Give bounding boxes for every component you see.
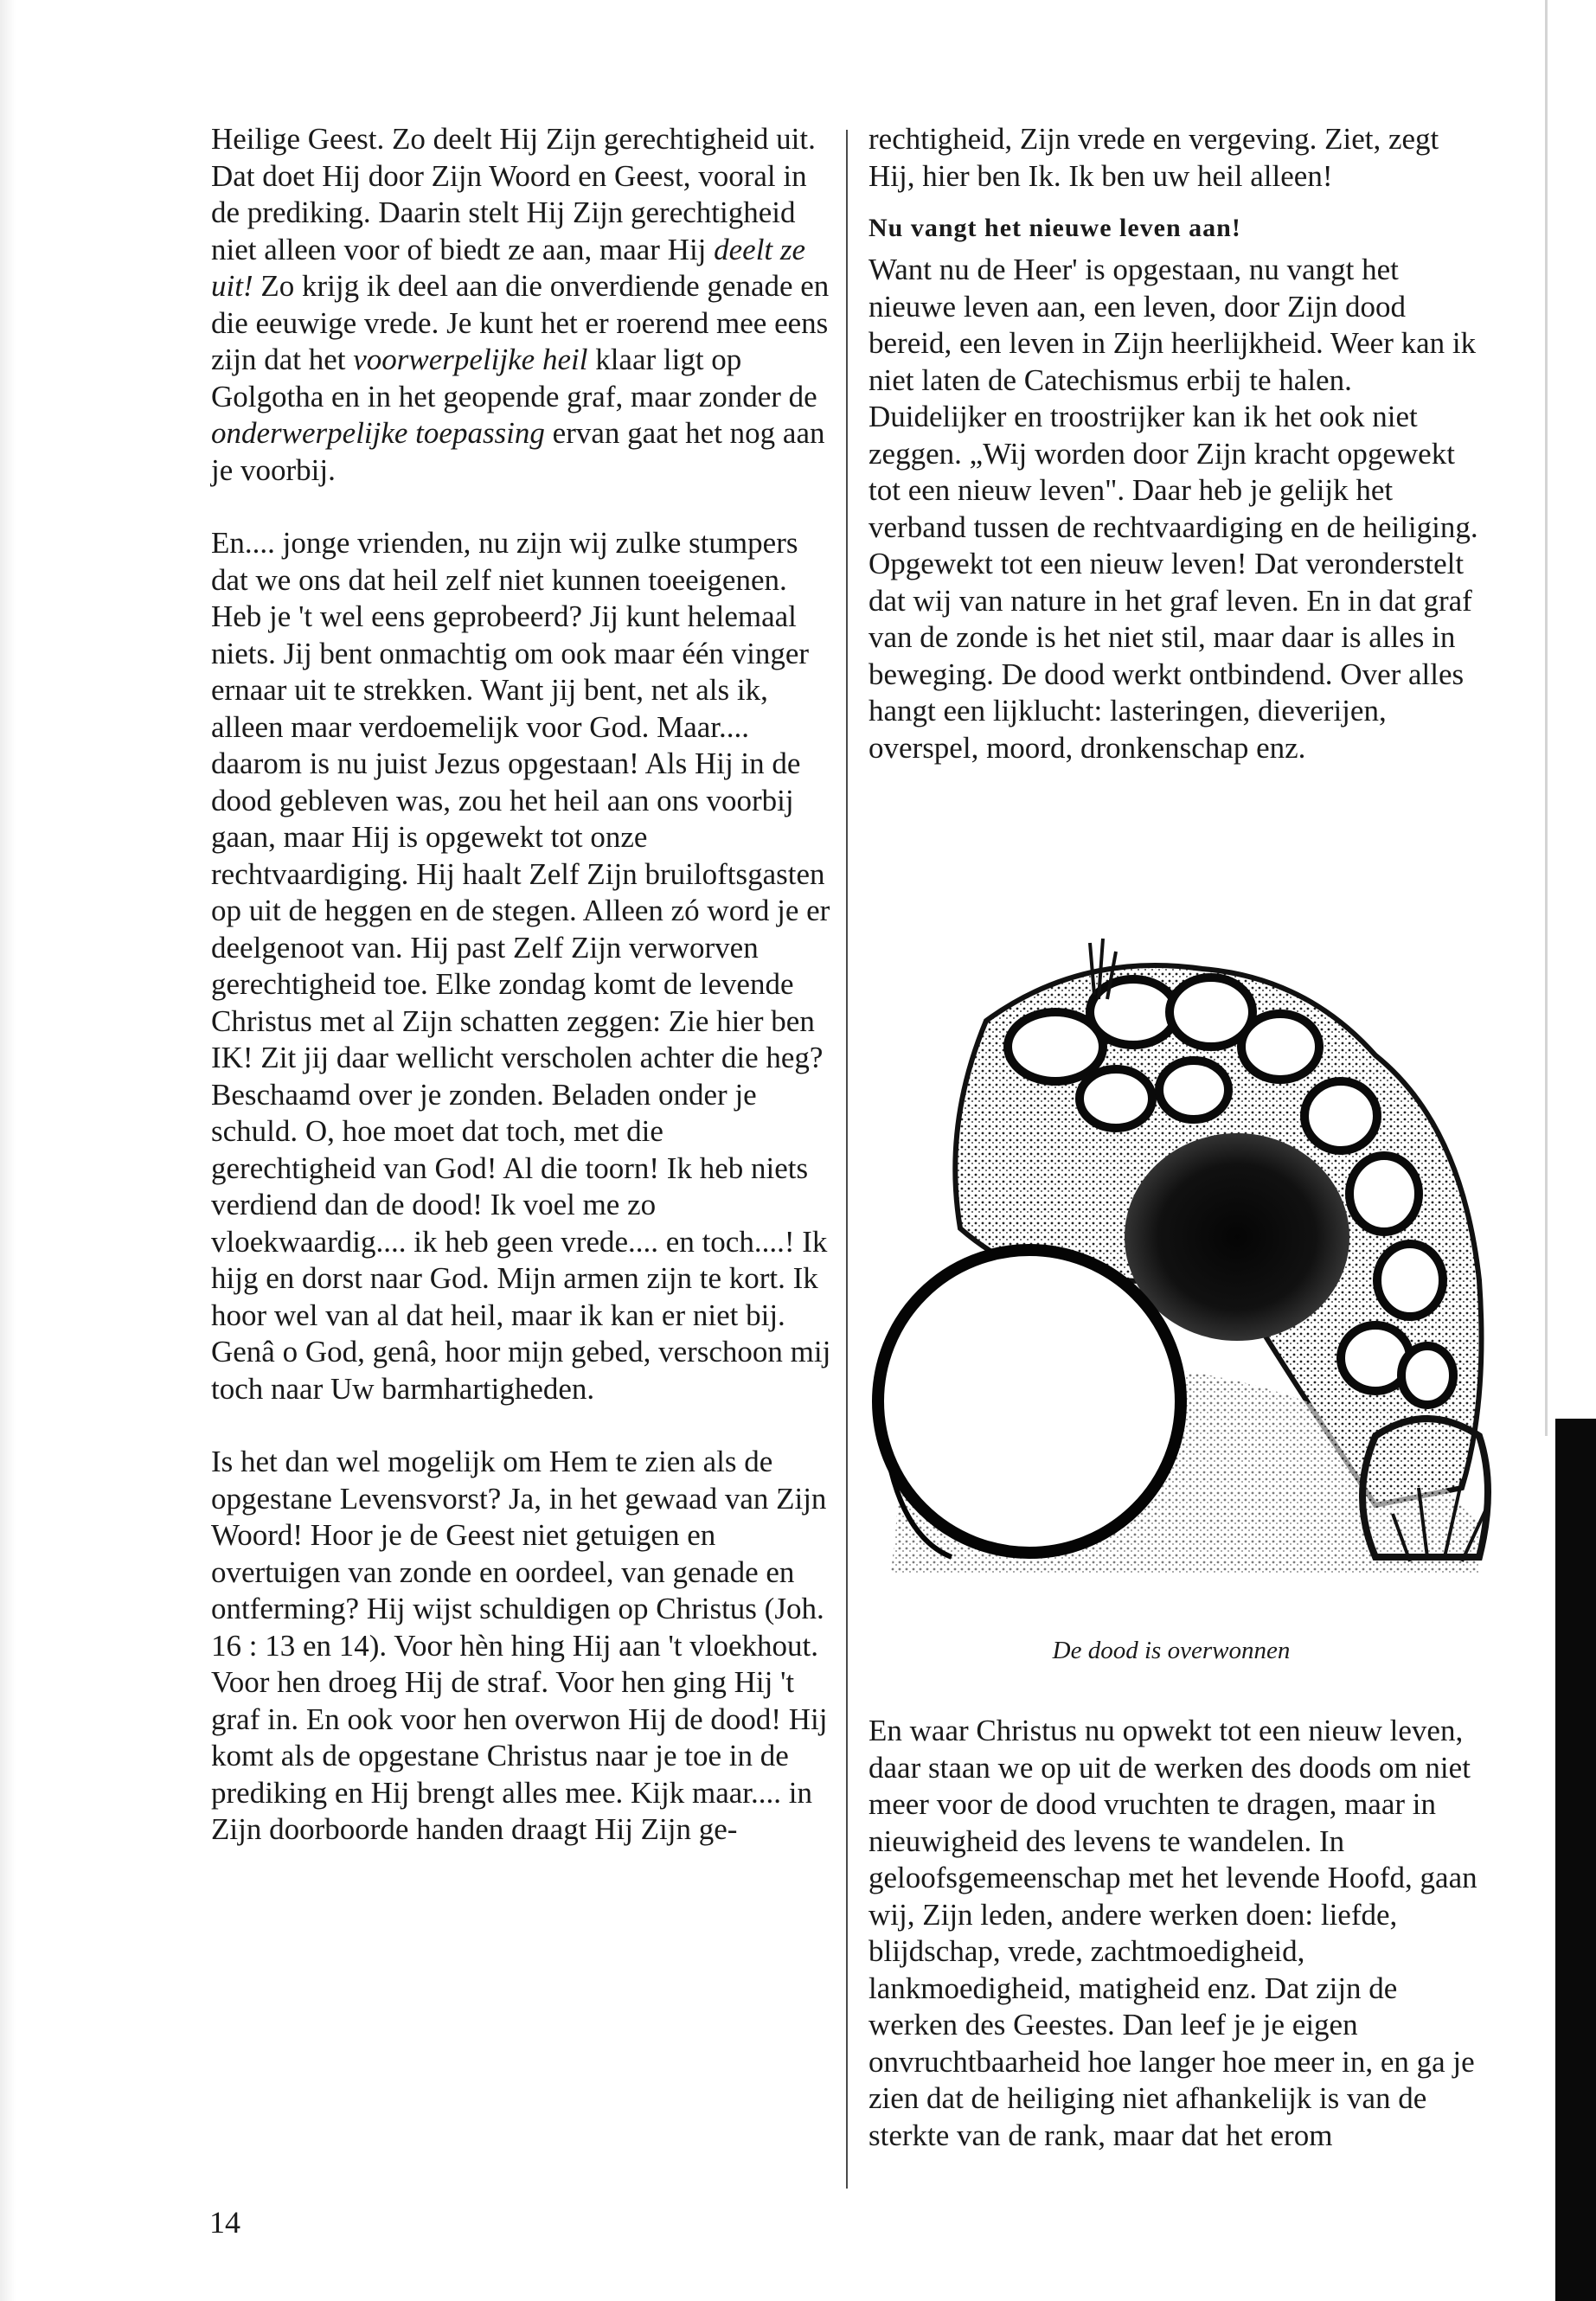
italic-run: deelt ze uit!	[211, 232, 806, 303]
page-number: 14	[209, 2205, 240, 2240]
text-run: Heilige Geest. Zo deelt Hij Zijn gerechtigheid uit. Dat doet Hij door Zijn Woord en Geest, vooral in de prediking. Daarin stelt Hij Zijn gerechtigheid niet alleen voor of biedt ze aan, maar Hij	[211, 122, 816, 266]
open-tomb-illustration	[856, 917, 1505, 1635]
left-paragraph	[211, 1444, 834, 1849]
text-run: En.... jonge vrienden, nu zijn wij zulke stumpers dat we ons dat heil zelf niet kunnen toeeigenen. Heb je 't wel eens geprobeerd? Jij kunt helemaal niets. Jij bent onmachtig om ook maar één vinger ernaar uit te strekken. Want jij bent, net als ik, alleen maar verdoemelijk voor God. Maar.... daarom is nu juist Jezus opgestaan! Als Hij in de dood gebleven was, zou het heil aan ons voorbij gaan, maar Hij is opgewekt tot onze rechtvaardiging. Hij haalt Zelf Zijn bruiloftsgasten op uit de heggen en de stegen. Alleen zó word je er deelgenoot van. Hij past Zelf Zijn verworven gerechtigheid toe. Elke zondag komt de levende Christus met al Zijn schatten zeggen: Zie hier ben IK! Zit jij daar wellicht verscholen achter die heg? Beschaamd over je zonden. Beladen onder je schuld. O, hoe moet dat toch, met die gerechtigheid van God! Al die toorn! Ik heb niets verdiend dan de dood! Ik voel me zo vloekwaardig.... ik heb geen vrede.... en toch....! Ik hijg en dorst naar God. Mijn armen zijn te kort. Ik hoor wel van al dat heil, maar ik kan er niet bij. Genâ o God, genâ, hoor mijn gebed, verschoon mij toch naar Uw barmhartigheden.	[211, 526, 831, 1406]
scan-edge-shadow	[0, 0, 16, 2301]
right-bottom-paragraph: En waar Christus nu opwekt tot een nieuw leven, daar staan we op uit de werken des doods om niet meer voor de dood vruchten te dragen, maar in nieuwigheid des levens te wandelen. In geloofsgemeenschap met het levende Hoofd, gaan wij, Zijn leden, andere werken doen: liefde, blijdschap, vrede, zachtmoedigheid, lankmoedigheid, matigheid enz. Dat zijn de werken des Geestes. Dan leef je je eigen onvruchtbaarheid hoe langer hoe meer in, en ga je zien dat de heiliging niet afhankelijk is van de sterkte van de rank, maar dat het erom	[869, 1714, 1477, 2152]
text-run: klaar ligt op Golgotha en in het geopende graf, maar zonder de	[211, 343, 817, 413]
column-divider	[846, 130, 848, 2189]
figure-caption: De dood is overwonnen	[1052, 1637, 1291, 1664]
right-column-top	[869, 121, 1491, 766]
scan-black-margin	[1555, 1419, 1596, 2301]
text-run: Is het dan wel mogelijk om Hem te zien als de opgestane Levensvorst? Ja, in het gewaad van Zijn Woord! Hoor je de Geest niet getuigen en overtuigen van zonde en oordeel, van genade en ontferming? Hij wijst schuldigen op Christus (Joh. 16 : 13 en 14). Voor hèn hing Hij aan 't vloekhout. Voor hen droeg Hij de straf. Voor hen ging Hij 't graf in. En ook voor hen overwon Hij de dood! Hij komt als de opgestane Christus naar je toe in de prediking en Hij brengt alles mee. Kijk maar.... in Zijn doorboorde handen draagt Hij Zijn ge-	[211, 1445, 828, 1846]
scan-right-line	[1545, 0, 1548, 1436]
left-paragraph	[211, 525, 834, 1407]
italic-run: onderwerpelijke toepassing	[211, 416, 545, 450]
right-top-paragraph: rechtigheid, Zijn vrede en vergeving. Ziet, zegt Hij, hier ben Ik. Ik ben uw heil alleen!	[869, 122, 1439, 193]
italic-run: voorwerpelijke heil	[353, 343, 588, 376]
right-column-bottom	[869, 1713, 1491, 2154]
text-run: Zo krijg ik deel aan die onverdiende genade en die eeuwige vrede. Je kunt het er roerend mee eens zijn dat het	[211, 269, 830, 376]
left-column	[211, 121, 834, 1849]
section-heading: Nu vangt het nieuwe leven aan!	[869, 214, 1241, 242]
section-paragraph: Want nu de Heer' is opgestaan, nu vangt het nieuwe leven aan, een leven, door Zijn dood bereid, een leven in Zijn heerlijkheid. Weer kan ik niet laten de Catechismus erbij te halen. Duidelijker en troostrijker kan ik het ook niet zeggen. „Wij worden door Zijn kracht opgewekt tot een nieuw leven". Daar heb je gelijk het verband tussen de rechtvaardiging en de heiliging. Opgewekt tot een nieuw leven! Dat veronderstelt dat wij van nature in het graf leven. En in dat graf van de zonde is het niet stil, maar daar is alles in beweging. De dood werkt ontbindend. Over alles hangt een lijklucht: lasteringen, dieverijen, overspel, moord, dronkenschap enz.	[869, 253, 1478, 765]
text-run: ervan gaat het nog aan je voorbij.	[211, 416, 825, 487]
left-paragraph	[211, 121, 834, 489]
